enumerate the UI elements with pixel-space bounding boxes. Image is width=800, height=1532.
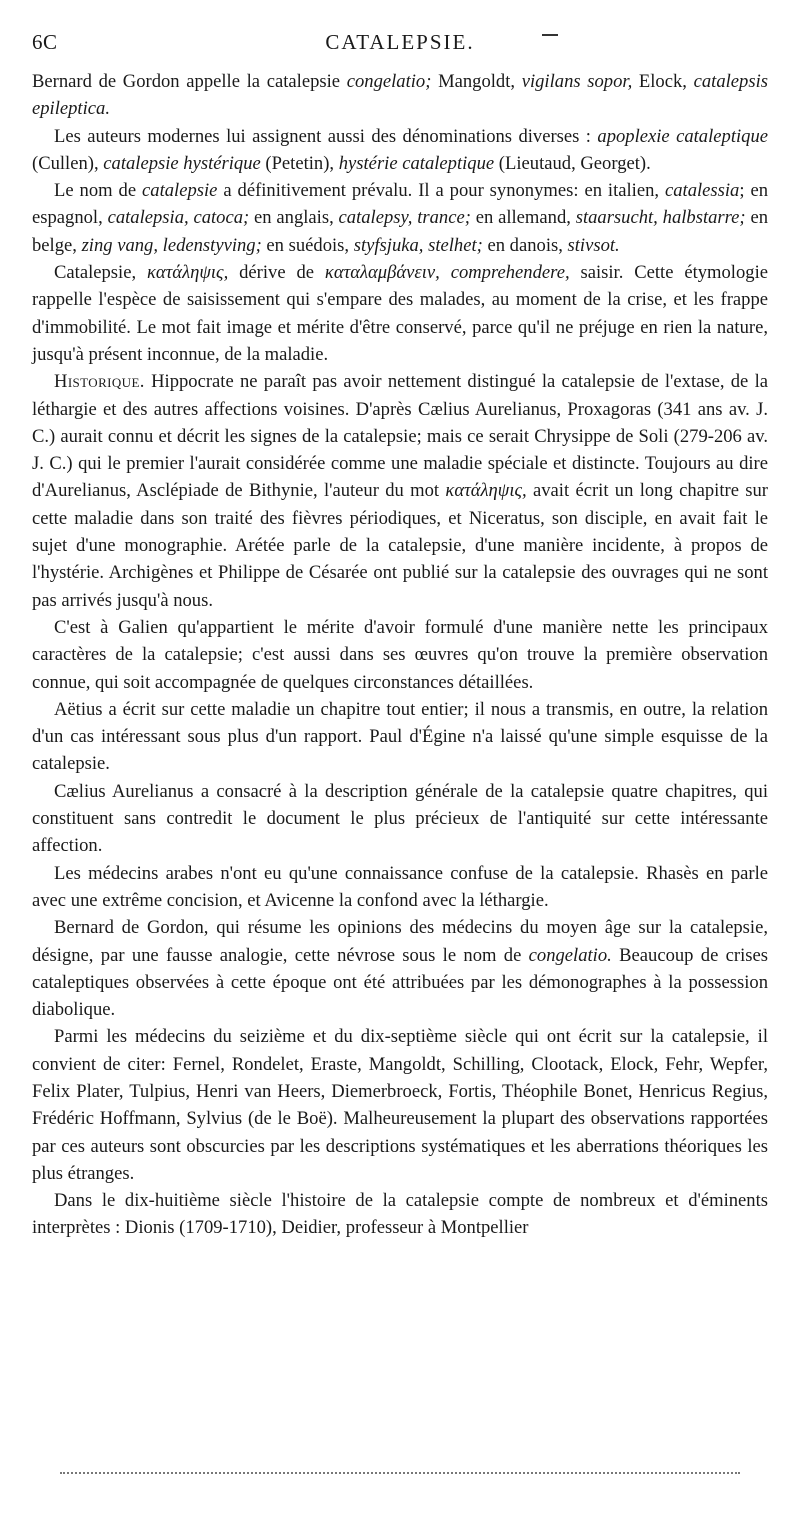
- italic-term: styfsjuka, stelhet;: [353, 234, 483, 256]
- italic-term: stivsot.: [567, 234, 620, 256]
- text-run: (Petetin),: [260, 152, 339, 174]
- page-header: [32, 30, 768, 60]
- paragraph: [32, 1023, 768, 1187]
- text-run: Catalepsie,: [54, 262, 147, 284]
- text-run: Parmi les médecins du seizième et du dix-septième siècle qui ont écrit sur la catalepsie, il convient de citer: Fernel, Rondelet, Eraste, Mangoldt, Schilling, Clootack, Elock, Fehr, Wepfer, Felix Plater, Tulpius, Henri van Heers, Diemerbroeck, Fortis, Théophile Bonet, Henricus Regius, Frédéric Hoffmann, Sylvius (de le Boë). Malheureusement la plupart des observations rapportées par ces auteurs sont obscurcies par les descriptions systématiques et les aberrations théoriques les plus étranges.: [32, 1026, 768, 1184]
- italic-term: congelatio.: [528, 944, 612, 966]
- text-run: Mangoldt,: [431, 71, 522, 92]
- paragraph: [32, 778, 768, 860]
- italic-term: κατάληψις,: [445, 480, 527, 502]
- italic-term: hystérie cataleptique: [338, 152, 495, 174]
- text-run: C'est à Galien qu'appartient le mérite d'avoir formulé d'une manière nette les principaux caractères de la catalepsie; c'est aussi dans ses œuvres qu'on trouve la première observation connue, qui soit accompagnée de quelques circonstances détaillées.: [32, 616, 768, 693]
- paragraph: [32, 696, 768, 778]
- section-heading: Historique.: [54, 371, 145, 393]
- text-body: [32, 68, 768, 1242]
- text-run: Le nom de: [54, 180, 143, 202]
- italic-term: zing vang, ledenstyving;: [81, 234, 262, 256]
- text-run: (Cullen),: [32, 152, 104, 174]
- footer-dotted-rule: [60, 1472, 740, 1474]
- text-run: dérive de: [228, 262, 325, 284]
- text-run: Hippocrate ne paraît pas avoir nettement distingué la catalepsie de l'extase, de la léthargie et des autres affections voisines. D'après Cælius Aurelianus, Proxagoras (341 ans av. J. C.) aurait connu et décrit les signes de la catalepsie; mais ce serait Chrysippe de Soli (279-206 av. J. C.) qui le premier l'aurait considérée comme une maladie spéciale et distincte. Toujours au dire d'Aurelianus, Asclépiade de Bithynie, l'auteur du mot: [32, 371, 768, 502]
- paragraph: [32, 914, 768, 1023]
- text-run: (Lieutaud, Georget).: [494, 152, 651, 174]
- italic-term: catalepsia, catoca;: [107, 207, 250, 229]
- italic-term: catalepsie hystérique: [103, 152, 261, 174]
- page-number: 6C: [32, 30, 58, 54]
- text-run: Cælius Aurelianus a consacré à la description générale de la catalepsie quatre chapitres, qui constituent sans contredit le document le plus précieux de l'antiquité sur cette intéressante affection.: [32, 780, 768, 857]
- italic-term: staarsucht, halbstarre;: [575, 207, 746, 229]
- paragraph: [32, 614, 768, 696]
- text-run: ; en espagnol,: [32, 180, 769, 229]
- paragraph: [32, 368, 768, 614]
- text-run: Bernard de Gordon appelle la catalepsie: [32, 71, 347, 92]
- text-run: Dans le dix-huitième siècle l'histoire de la catalepsie compte de nombreux et d'éminents interprètes : Dionis (1709-1710), Deidier, professeur à Montpellier: [32, 1190, 768, 1239]
- text-run: Bernard de Gordon, qui résume les opinions des médecins du moyen âge sur la catalepsie, désigne, par une fausse analogie, cette névrose sous le nom de: [32, 917, 768, 966]
- text-run: saisir. Cette étymologie rappelle l'espèce de saisissement qui s'empare des malades, au moment de la crise, et les frappe d'immobilité. Le mot fait image et mérite d'être conservé, parce qu'il ne préjuge en rien la nature, jusqu'à présent inconnue, de la maladie.: [32, 262, 768, 365]
- text-run: avait écrit un long chapitre sur cette maladie dans son traité des fièvres périodiques, et Niceratus, son disciple, en avait fait le sujet d'une monographie. Arétée parle de la catalepsie, d'une manière incidente, à propos de l'hystérie. Archigènes et Philippe de Césarée ont publié sur la catalepsie des ouvrages qui ne sont pas arrivés jusqu'à nous.: [32, 480, 768, 611]
- text-run: en suédois,: [261, 234, 354, 256]
- italic-term: καταλαμβάνειν,: [324, 262, 440, 284]
- italic-term: catalepsy, trance;: [338, 207, 471, 229]
- paragraph: [32, 177, 768, 259]
- paragraph: [32, 259, 768, 368]
- text-run: Elock,: [632, 71, 694, 92]
- italic-term: κατάληψις,: [146, 262, 229, 284]
- italic-term: vigilans sopor,: [521, 71, 633, 92]
- italic-term: catalepsis epileptica.: [32, 71, 768, 120]
- text-run: a définitivement prévalu. Il a pour synonymes: en italien,: [217, 180, 665, 202]
- text-run: en anglais,: [249, 207, 339, 229]
- text-run: Les médecins arabes n'ont eu qu'une connaissance confuse de la catalepsie. Rhasès en parle avec une extrême concision, et Avicenne la confond avec la léthargie.: [32, 862, 768, 911]
- text-run: en belge,: [32, 207, 769, 256]
- italic-term: catalepsie: [142, 180, 218, 202]
- paragraph: [32, 68, 768, 123]
- paragraph: [32, 123, 768, 178]
- text-run: Les auteurs modernes lui assignent aussi des dénominations diverses :: [54, 125, 598, 147]
- italic-term: congelatio;: [346, 71, 432, 92]
- italic-term: apoplexie cataleptique: [597, 125, 768, 147]
- paragraph: [32, 1187, 768, 1242]
- header-mark: [542, 34, 558, 36]
- text-run: [440, 262, 451, 283]
- text-run: en allemand,: [470, 207, 576, 229]
- text-run: Beaucoup de crises cataleptiques observées à cette époque ont été attribuées par les démonographes à la possession diabolique.: [32, 944, 768, 1021]
- running-title: CATALEPSIE.: [325, 30, 475, 54]
- italic-term: comprehendere,: [450, 262, 570, 284]
- text-run: en danois,: [482, 234, 568, 256]
- text-run: Aëtius a écrit sur cette maladie un chapitre tout entier; il nous a transmis, en outre, la relation d'un cas intéressant sous plus d'un rapport. Paul d'Égine n'a laissé qu'une simple esquisse de la catalepsie.: [32, 698, 768, 775]
- italic-term: catalessia: [664, 180, 740, 202]
- paragraph: [32, 860, 768, 915]
